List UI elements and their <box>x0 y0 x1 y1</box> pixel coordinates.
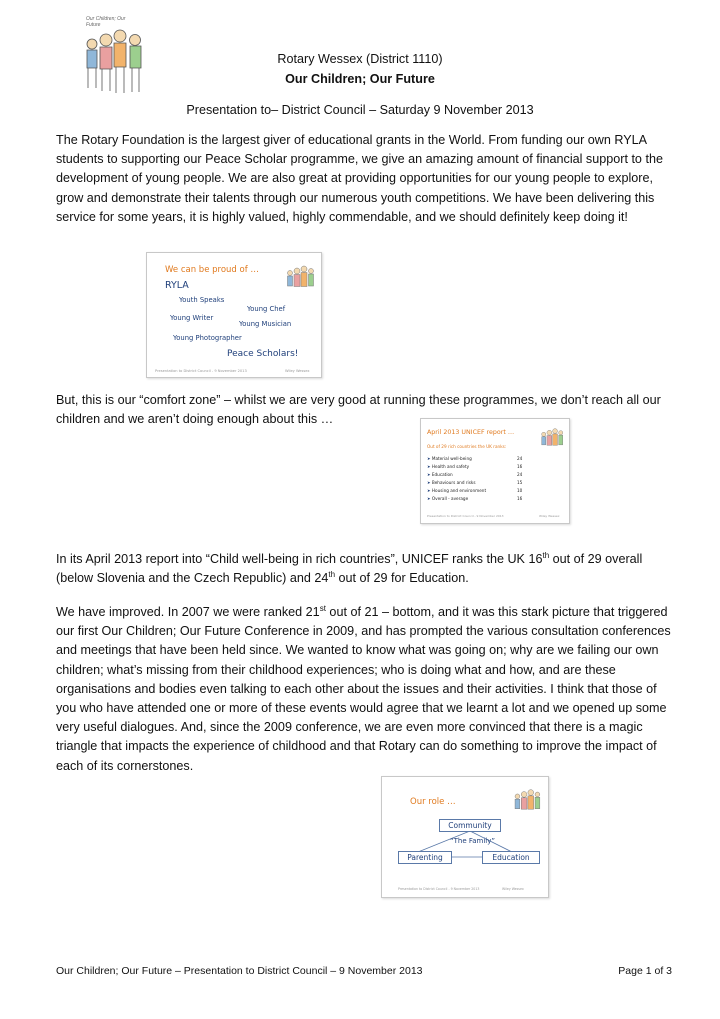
youth-speaks-label: Youth Speaks <box>179 296 225 304</box>
ranking-value: 16 <box>517 464 523 469</box>
young-photographer-label: Young Photographer <box>173 334 242 342</box>
ranking-item: ➤ Housing and environment 10 <box>427 488 523 493</box>
slide-heading: April 2013 UNICEF report … <box>427 429 515 436</box>
header-subtitle: Our Children; Our Future <box>285 72 435 86</box>
ranking-label: Behaviours and risks <box>431 480 476 485</box>
paragraph-1: The Rotary Foundation is the largest giver of educational grants in the World. From funding our own RYLA students to supporting our Peace Scholar programme, we give an amazing amount of financial support to the development of young people. We are also great at providing opportunities for our young people to explore, grow and demonstrate their talents through our numerous youth competitions. We have been delivering this service for some years, it is highly valued, highly commendable, and we should definitely keep doing it! <box>56 133 663 224</box>
education-box: Education <box>482 851 540 864</box>
ranking-item: ➤ Overall - average 16 <box>427 496 523 501</box>
paragraph-3-c: out of 29 for Education. <box>335 571 469 586</box>
parenting-box: Parenting <box>398 851 452 864</box>
ranking-list <box>427 456 531 504</box>
paragraph-3-a-sup: th <box>542 550 550 560</box>
paragraph-2: But, this is our “comfort zone” – whilst we are very good at running these programmes, we don’t reach all our children and we aren’t doing enough about this … <box>56 393 661 427</box>
ranking-label: Education <box>431 472 453 477</box>
slide-footer-left: Presentation to District Council - 9 November 2013 <box>155 369 247 373</box>
ryla-label: RYLA <box>165 280 189 291</box>
ranking-label: Material well-being <box>431 456 472 461</box>
slide-heading: We can be proud of … <box>165 265 259 275</box>
ranking-label: Housing and environment <box>431 488 487 493</box>
paragraph-4-b: out of 21 – bottom, and it was this stark picture that triggered our first Our Children; Our Future Conference in 2009, and has prompted the various consultation conferences and meetings that have been held since. We wanted to know what was going on; why are we failing our own children; what’s missing from their childhood experiences; who is doing what and how, and are these organisations and bodies even talking to each other about the issues and their activities. I think that those of you who have attended one or more of these events would agree that we learnt a lot and we opened up some very useful dialogues. And, since the 2009 conference, we are even more convinced that there is a magic triangle that impacts the experience of childhood and that Rotary can do something to improve the impact of each of its cornerstones. <box>56 605 671 773</box>
young-chef-label: Young Chef <box>247 305 286 313</box>
slide-footer-right: Wiley Wessex <box>502 887 524 891</box>
slide-logo-icon <box>537 423 565 457</box>
slide-footer-left: Presentation to District Council - 9 November 2013 <box>427 514 504 518</box>
peace-scholars-label: Peace Scholars! <box>227 349 299 359</box>
slide-footer-right: Wiley Wessex <box>285 369 310 373</box>
slide-subheading: Out of 29 rich countries the UK ranks: <box>427 444 507 449</box>
slide-logo-icon <box>283 259 315 301</box>
young-musician-label: Young Musician <box>239 320 292 328</box>
paragraph-3-b: out of 29 overall (below Slovenia and the Czech Republic) and 24 <box>56 552 643 586</box>
ranking-value: 24 <box>517 456 523 461</box>
ranking-item: ➤ Behaviours and risks 15 <box>427 480 523 485</box>
slide-our-role <box>381 776 549 898</box>
logo-text: Our Children; Our Future <box>86 16 126 28</box>
ranking-item: ➤ Education 24 <box>427 472 523 477</box>
slide-unicef-report <box>420 418 570 524</box>
paragraph-4-a: We have improved. In 2007 we were ranked 21 <box>56 605 320 619</box>
community-box: Community <box>439 819 501 832</box>
slide-heading: Our role … <box>410 797 456 807</box>
ranking-label: Health and safety <box>431 464 470 469</box>
paragraph-4 <box>56 603 678 776</box>
page-number: Page 1 of 3 <box>618 965 672 977</box>
header-title: Rotary Wessex (District 1110) <box>277 52 443 66</box>
slide-proud-of <box>146 252 322 378</box>
paragraph-3 <box>56 550 678 588</box>
ranking-item: ➤ Health and safety 16 <box>427 464 523 469</box>
presentation-line: Presentation to– District Council – Saturday 9 November 2013 <box>186 103 534 117</box>
slide-footer-right: Wiley Wessex <box>539 514 560 518</box>
ranking-value: 10 <box>517 488 523 493</box>
paragraph-3-a: In its April 2013 report into “Child well-being in rich countries”, UNICEF ranks the UK 16 <box>56 552 543 566</box>
paragraph-3-b-sup: th <box>328 570 336 580</box>
ranking-value: 16 <box>517 496 523 501</box>
ranking-label: Overall - average <box>431 496 469 501</box>
ranking-item: ➤ Material well-being 24 <box>427 456 523 461</box>
footer-left: Our Children; Our Future – Presentation to District Council – 9 November 2013 <box>56 965 423 977</box>
slide-footer-left: Presentation to District Council - 9 November 2013 <box>398 887 480 891</box>
ranking-value: 24 <box>517 472 523 477</box>
paragraph-4-a-sup: st <box>319 603 326 613</box>
ranking-value: 15 <box>517 480 523 485</box>
young-writer-label: Young Writer <box>170 314 214 322</box>
family-label: “The Family” <box>450 837 496 845</box>
